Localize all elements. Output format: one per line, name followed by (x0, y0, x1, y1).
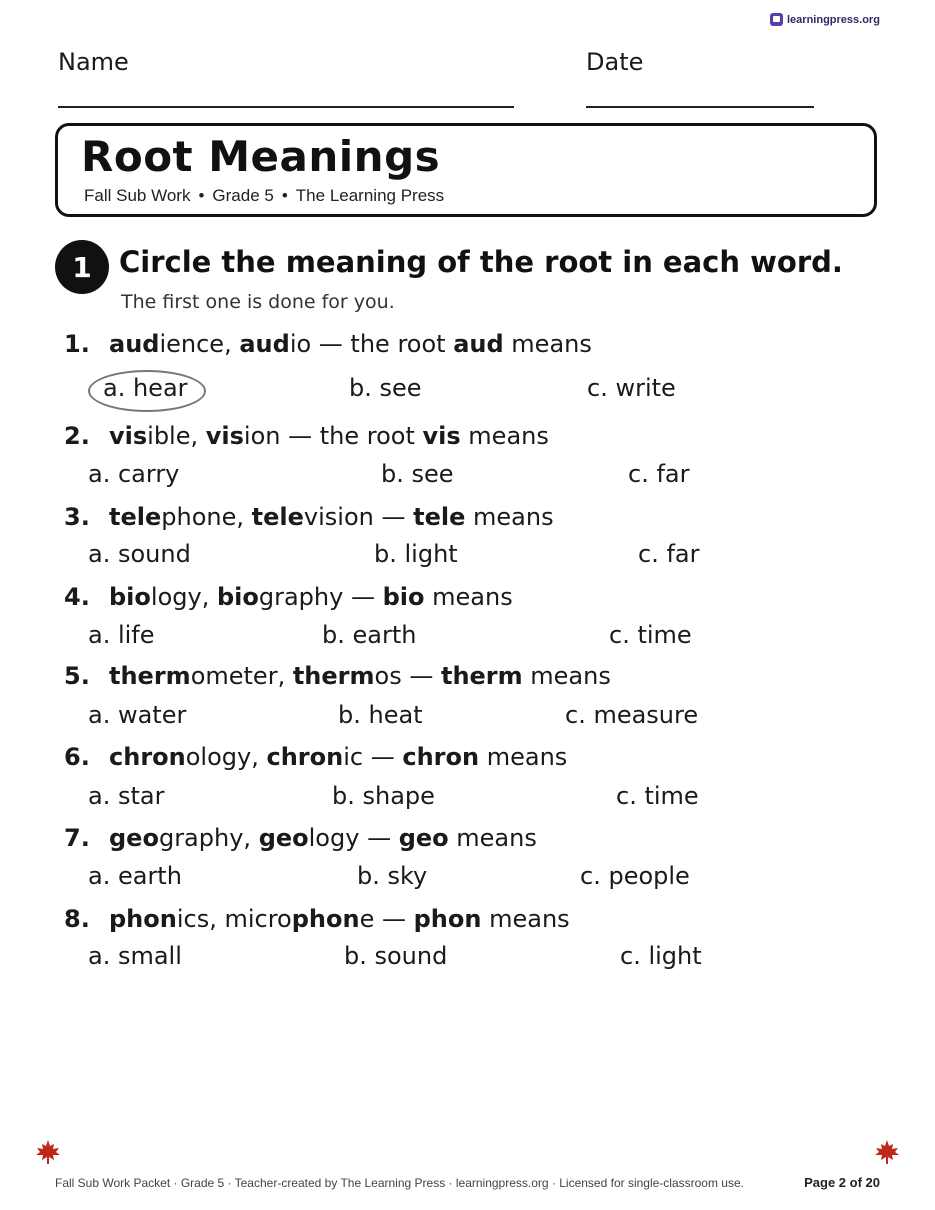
root-term: phon (413, 905, 482, 933)
root-term: aud (453, 330, 504, 358)
word1-root: phon (109, 905, 177, 933)
word1-rest: ometer (190, 662, 278, 690)
question-5 (64, 662, 611, 690)
word2-root: phon (291, 905, 360, 933)
answer-option[interactable]: c. people (580, 862, 690, 890)
answer-option[interactable]: a. water (88, 701, 187, 729)
word1-rest: ics (176, 905, 210, 933)
root-term: therm (440, 662, 523, 690)
word2-root: vis (205, 422, 244, 450)
word2-rest: io (289, 330, 312, 358)
word1-root: therm (109, 662, 191, 690)
answer-option[interactable]: b. see (381, 460, 454, 488)
logo-text: learningpress.org (787, 13, 880, 26)
subtitle-grade: Grade 5 (212, 186, 274, 205)
question-dash: — (401, 662, 441, 690)
site-logo (770, 13, 880, 26)
word-separator: , (236, 503, 252, 531)
word-separator: , (277, 662, 293, 690)
word2-rest: os (374, 662, 402, 690)
root-term: geo (398, 824, 449, 852)
word1-root: tele (109, 503, 162, 531)
question-dash: — (374, 905, 414, 933)
subtitle-publisher: The Learning Press (295, 186, 445, 205)
root-term: tele (413, 503, 466, 531)
date-label: Date (586, 48, 644, 76)
question-tail: means (424, 583, 513, 611)
question-number: 6. (64, 743, 90, 771)
question-3 (64, 503, 554, 531)
date-line[interactable] (586, 106, 814, 108)
name-label: Name (58, 48, 129, 76)
subtitle-separator: • (198, 186, 205, 205)
answer-option[interactable]: a. hear (103, 374, 188, 402)
answer-option[interactable]: a. carry (88, 460, 180, 488)
question-number: 1. (64, 330, 90, 358)
word2-rest: e (359, 905, 375, 933)
question-number: 2. (64, 422, 90, 450)
word1-rest: ience (159, 330, 225, 358)
name-line[interactable] (58, 106, 514, 108)
question-tail: means (448, 824, 537, 852)
question-tail: means (522, 662, 611, 690)
page-title: Root Meanings (81, 132, 441, 181)
word-separator: , (190, 422, 206, 450)
answer-option[interactable]: c. time (609, 621, 692, 649)
answer-option[interactable]: c. far (628, 460, 690, 488)
maple-leaf-icon (34, 1138, 62, 1166)
question-tail: means (481, 905, 570, 933)
word2-rest: logy (308, 824, 360, 852)
question-dash: — the root (280, 422, 423, 450)
word-separator: , micro (209, 905, 292, 933)
root-term: vis (422, 422, 461, 450)
maple-leaf-icon (873, 1138, 901, 1166)
question-number: 4. (64, 583, 90, 611)
question-tail: means (479, 743, 568, 771)
question-dash: — (373, 503, 414, 531)
word1-rest: logy (150, 583, 202, 611)
answer-option[interactable]: b. light (374, 540, 458, 568)
question-dash: — (343, 583, 383, 611)
question-tail: means (465, 503, 554, 531)
question-number: 7. (64, 824, 90, 852)
answer-option[interactable]: c. time (616, 782, 699, 810)
word2-rest: ic (343, 743, 364, 771)
word2-rest: vision (303, 503, 374, 531)
word-separator: , (251, 743, 267, 771)
page-subtitle (84, 186, 444, 206)
subtitle-series: Fall Sub Work (84, 186, 191, 205)
answer-option[interactable]: a. star (88, 782, 165, 810)
question-dash: — the root (311, 330, 454, 358)
root-term: chron (402, 743, 480, 771)
question-7 (64, 824, 537, 852)
question-6 (64, 743, 567, 771)
footer-text: Fall Sub Work Packet · Grade 5 · Teacher-created by The Learning Press · learningpress.org · Licensed for single-classroom use. (55, 1176, 744, 1190)
word1-rest: phone (161, 503, 237, 531)
section-number-badge: 1 (55, 240, 109, 294)
answer-option[interactable]: c. light (620, 942, 702, 970)
word2-root: chron (266, 743, 344, 771)
question-2 (64, 422, 549, 450)
word1-rest: graphy (158, 824, 244, 852)
word1-rest: ible (147, 422, 191, 450)
subtitle-separator: • (281, 186, 288, 205)
root-term: bio (382, 583, 425, 611)
word2-root: therm (292, 662, 375, 690)
answer-option[interactable]: a. life (88, 621, 155, 649)
question-4 (64, 583, 513, 611)
word2-root: aud (239, 330, 290, 358)
word-separator: , (224, 330, 240, 358)
question-tail: means (460, 422, 549, 450)
answer-option[interactable]: c. far (638, 540, 700, 568)
word1-rest: ology (185, 743, 252, 771)
question-number: 3. (64, 503, 90, 531)
answer-option[interactable]: a. small (88, 942, 182, 970)
answer-option[interactable]: b. heat (338, 701, 423, 729)
word2-rest: graphy (258, 583, 344, 611)
word1-root: chron (109, 743, 186, 771)
answer-option[interactable]: a. earth (88, 862, 182, 890)
word-separator: , (201, 583, 217, 611)
answer-option[interactable]: b. shape (332, 782, 435, 810)
answer-option[interactable]: b. sky (357, 862, 428, 890)
word2-root: tele (251, 503, 304, 531)
answer-option[interactable]: c. measure (565, 701, 699, 729)
answer-option[interactable]: b. earth (322, 621, 417, 649)
book-logo-icon (770, 13, 783, 26)
word-separator: , (243, 824, 259, 852)
answer-option[interactable]: c. write (587, 374, 676, 402)
question-number: 5. (64, 662, 90, 690)
question-8 (64, 905, 570, 933)
question-tail: means (503, 330, 592, 358)
word1-root: geo (109, 824, 159, 852)
page-number: Page 2 of 20 (804, 1175, 880, 1190)
word1-root: vis (109, 422, 148, 450)
question-1 (64, 330, 592, 358)
answer-option[interactable]: a. sound (88, 540, 191, 568)
question-dash: — (363, 743, 403, 771)
word2-root: bio (216, 583, 259, 611)
question-number: 8. (64, 905, 90, 933)
word2-root: geo (258, 824, 309, 852)
section-instruction: Circle the meaning of the root in each word. (119, 245, 843, 279)
word1-root: aud (109, 330, 160, 358)
question-dash: — (359, 824, 399, 852)
section-note: The first one is done for you. (121, 291, 395, 313)
answer-option[interactable]: b. sound (344, 942, 448, 970)
word2-rest: ion (243, 422, 281, 450)
answer-option[interactable]: b. see (349, 374, 422, 402)
word1-root: bio (109, 583, 151, 611)
